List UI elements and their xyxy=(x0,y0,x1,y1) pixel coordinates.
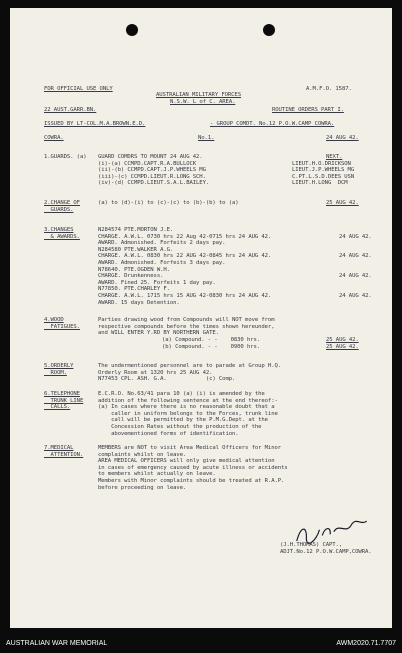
orders-title: ROUTINE ORDERS PART I. xyxy=(272,107,344,113)
section-wood-dates: 25 AUG 42. 25 AUG 42. xyxy=(326,337,359,350)
section-wood-list: (a) Compound. - - 0830 hrs. (b) Compound. - - 0900 hrs. xyxy=(162,337,261,350)
section-orderly-title: 5.ORDERLY ROOM. xyxy=(44,363,74,376)
group-commandant: - GROUP COMDT. No.12 P.O.W.CAMP COWRA. xyxy=(210,121,335,127)
section-awards-text: N284574 PTE.MORTON J.E. CHARGE. A.W.L. 0730 hrs 22 Aug 42-0715 hrs 24 AUG 42. AWARD. Admonished. Forfeits 2 days pay. N284580 PTE.WALKER A.G. CHARGE. A.W.L. 0830 hrs 22 AUG 42-0845 hrs 24 AUG 42. AWARD. Admonished. Forfeits 3 days pay. N78640. PTE.OGDEN W.H. CHARGE. Drunkenness. AWARD. Fined 25. Forfeits 1 day pay. N77850. PTE.CHARLEY F. CHARGE. A.W.L. 1715 hrs 15 AUG 42-0830 hrs 24 AUG 42. AWARD. 15 days Detention. xyxy=(98,227,272,306)
order-number: No.1. xyxy=(198,135,215,141)
unit: 22 AUST.GARR.BN. xyxy=(44,107,97,113)
section-medical-text: MEMBERS are NOT to visit Area Medical Officers for Minor complaints whilst on leave. AREA MEDICAL OFFICERS will only give medical attention in cases of emergency caused by acute illness or accidents to members whilst actually on leave. Members with Minor complaints should be treated at R.A.P. before proceeding on leave. xyxy=(98,445,288,491)
section-change-date: 25 AUG 42. xyxy=(326,200,359,206)
reference: A.M.F.O. 1587. xyxy=(306,86,352,92)
punch-hole xyxy=(263,24,275,36)
official-use: FOR OFFICIAL USE ONLY xyxy=(44,86,113,92)
section-awards-dates: 24 AUG 42. 24 AUG 42. 24 AUG 42. 24 AUG 42. xyxy=(339,233,372,299)
order-date: 24 AUG 42. xyxy=(326,135,359,141)
section-guards-title: 1.GUARDS. (a) xyxy=(44,154,87,160)
org-line-2: N.S.W. L of C. AREA. xyxy=(170,99,236,105)
org-line-1: AUSTRALIAN MILITARY FORCES xyxy=(156,92,241,98)
signature-block: (J.H.THOMAS) CAPT., ADJT.No.12 P.O.W.CAMP,COWRA. xyxy=(280,542,372,555)
footer-accession-number: AWM2020.71.7707 xyxy=(336,640,396,647)
section-change-text: (a) to (d)-(i) to (c)-(c) to (b)-(b) to (a) xyxy=(98,200,239,206)
section-guards-list: GUARD COMDRS TO MOUNT 24 AUG 42. (i)-(a) CCMPD.CAPT.R.A.BULLOCK (ii)-(b) CCMPD.CAPT.J.P.WHEELS MG (iii)-(c) CCMPD.LIEUT.R.LONG SCH. (iv)-(d) CCMPD.LIEUT.S.A.L.BAILEY. xyxy=(98,154,210,187)
section-telephone-title: 6.TELEPHONE TRUNK LINE CALLS. xyxy=(44,391,84,411)
footer-institution: AUSTRALIAN WAR MEMORIAL xyxy=(6,640,108,647)
section-guards-next: LIEUT.H.O.DRICKSON LIEUT.J.P.WHEELS MG C.PT.L.S.D.DEES USN LIEUT.H.LONG DCM xyxy=(292,160,355,187)
punch-hole xyxy=(126,24,138,36)
issued-by: ISSUED BY LT-COL.M.A.BROWN.E.D. xyxy=(44,121,146,127)
section-guards-next-heading: NEXT. xyxy=(326,154,343,160)
document-page xyxy=(10,8,392,628)
section-awards-title: 3.CHANGES & AWARDS. xyxy=(44,227,80,240)
section-wood-text: Parties drawing wood from Compounds will NOT move from respective compounds before the times shown hereunder, and WILL ENTER Y.RD BY NORTHERN GATE. xyxy=(98,317,275,337)
section-change-title: 2.CHANGE OF GUARDS. xyxy=(44,200,80,213)
footer-bar xyxy=(0,634,402,653)
section-telephone-text: E.C.R.O. No.63/41 para 10 (a) (i) is amended by the addition of the following sentence at the end thereof:- (a) In cases where there is no reasonable doubt that a caller in uniform belongs to the Forces, trunk line call will be permitted by the P.M.G.Dept. at the Concession Rates without the production of the abovementioned forms of identification. xyxy=(98,391,278,437)
section-wood-title: 4.WOOD FATIGUES. xyxy=(44,317,80,330)
place: COWRA. xyxy=(44,135,64,141)
section-orderly-text: The undermentioned personnel are to parade at Group H.Q. Orderly Room at 1320 hrs 25 AUG 42. N77453 CPL. ASH. G.A. (c) Comp. xyxy=(98,363,281,383)
section-medical-title: 7.MEDICAL ATTENTION. xyxy=(44,445,84,458)
